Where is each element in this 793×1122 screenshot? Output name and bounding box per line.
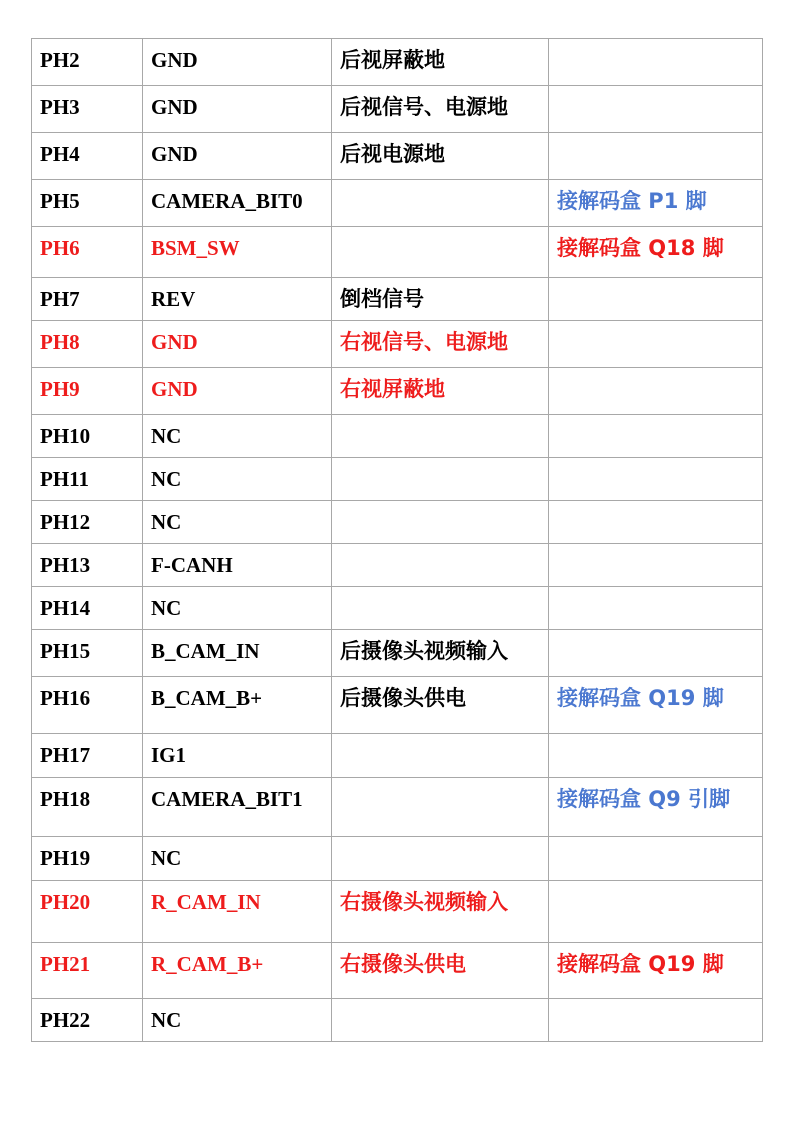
table-row [32,677,763,734]
signal-name-cell [143,278,332,321]
pin-number-text: PH21 [40,952,91,976]
pin-number-cell [32,278,143,321]
note-cell [549,227,763,278]
note-cell [549,458,763,501]
table-row [32,778,763,837]
pin-number-cell [32,943,143,999]
note-cell [549,415,763,458]
pin-number-text: PH9 [40,377,80,401]
pin-definition-table [31,38,763,1042]
table-row [32,881,763,943]
signal-name-text: GND [151,377,198,401]
signal-name-cell [143,778,332,837]
table-row [32,39,763,86]
signal-name-cell [143,501,332,544]
description-text [340,180,548,188]
note-text: 接解码盒 Q19 脚 [557,686,724,710]
signal-name-cell [143,999,332,1042]
signal-name-text: CAMERA_BIT1 [151,787,303,811]
signal-name-cell [143,133,332,180]
description-text: 后摄像头视频输入 [340,639,508,663]
pin-number-cell [32,778,143,837]
description-text: 右摄像头视频输入 [340,890,508,914]
signal-name-text: REV [151,287,196,311]
description-text [340,837,548,845]
description-text [340,587,548,595]
description-cell [332,368,549,415]
description-text: 后摄像头供电 [340,686,466,710]
pin-number-cell [32,587,143,630]
signal-name-cell [143,587,332,630]
pin-number-cell [32,458,143,501]
pin-number-text: PH19 [40,846,91,870]
description-cell [332,458,549,501]
description-cell [332,278,549,321]
pin-number-text: PH18 [40,787,91,811]
pin-number-text: PH12 [40,510,91,534]
pin-number-cell [32,133,143,180]
note-text [557,734,762,742]
signal-name-text: NC [151,467,182,491]
pin-number-cell [32,321,143,368]
signal-name-text: IG1 [151,743,187,767]
table-row [32,133,763,180]
signal-name-text: NC [151,846,182,870]
description-text [340,415,548,423]
pin-number-cell [32,227,143,278]
note-text [557,321,762,329]
signal-name-text: GND [151,95,198,119]
description-cell [332,501,549,544]
pin-number-cell [32,39,143,86]
note-text: 接解码盒 P1 脚 [557,189,707,213]
pin-number-text: PH17 [40,743,91,767]
signal-name-cell [143,544,332,587]
table-row [32,368,763,415]
note-cell [549,677,763,734]
description-text [340,501,548,509]
note-cell [549,778,763,837]
note-text [557,999,762,1007]
table-row [32,458,763,501]
signal-name-text: B_CAM_IN [151,639,260,663]
signal-name-text: NC [151,596,182,620]
pin-number-text: PH22 [40,1008,91,1032]
pin-number-text: PH5 [40,189,80,213]
pin-number-cell [32,677,143,734]
pin-table-body [32,39,763,1042]
table-row [32,415,763,458]
description-text [340,778,548,786]
note-text [557,544,762,552]
signal-name-cell [143,837,332,881]
signal-name-text: F-CANH [151,553,233,577]
note-text [557,501,762,509]
note-text: 接解码盒 Q19 脚 [557,952,724,976]
note-cell [549,39,763,86]
pin-number-text: PH13 [40,553,91,577]
table-row [32,943,763,999]
description-cell [332,587,549,630]
pin-number-text: PH20 [40,890,91,914]
description-cell [332,544,549,587]
note-cell [549,368,763,415]
table-row [32,734,763,778]
signal-name-cell [143,881,332,943]
pin-number-cell [32,999,143,1042]
table-row [32,180,763,227]
signal-name-cell [143,630,332,677]
description-text [340,734,548,742]
note-text [557,630,762,638]
pin-number-cell [32,837,143,881]
description-text: 后视电源地 [340,142,445,166]
signal-name-text: BSM_SW [151,236,240,260]
table-row [32,837,763,881]
table-row [32,86,763,133]
pin-number-cell [32,544,143,587]
description-text: 倒档信号 [340,287,424,311]
signal-name-cell [143,86,332,133]
description-cell [332,778,549,837]
description-cell [332,39,549,86]
note-cell [549,630,763,677]
signal-name-text: GND [151,48,198,72]
note-text [557,587,762,595]
note-cell [549,86,763,133]
signal-name-cell [143,458,332,501]
description-text [340,999,548,1007]
pin-number-text: PH7 [40,287,80,311]
pin-number-text: PH8 [40,330,80,354]
pin-number-cell [32,415,143,458]
pin-number-text: PH14 [40,596,91,620]
note-text [557,881,762,889]
table-row [32,278,763,321]
pin-number-text: PH3 [40,95,80,119]
note-cell [549,544,763,587]
signal-name-text: NC [151,510,182,534]
pin-number-cell [32,630,143,677]
description-cell [332,999,549,1042]
note-text [557,278,762,286]
pin-number-text: PH15 [40,639,91,663]
description-text [340,227,548,235]
signal-name-text: NC [151,424,182,448]
signal-name-cell [143,180,332,227]
signal-name-text: NC [151,1008,182,1032]
description-text [340,544,548,552]
note-text [557,86,762,94]
description-text: 后视屏蔽地 [340,48,445,72]
signal-name-text: R_CAM_B+ [151,952,264,976]
table-row [32,227,763,278]
pin-number-text: PH4 [40,142,80,166]
note-cell [549,837,763,881]
description-cell [332,180,549,227]
signal-name-text: B_CAM_B+ [151,686,263,710]
signal-name-cell [143,321,332,368]
pin-number-text: PH2 [40,48,80,72]
table-row [32,587,763,630]
note-cell [549,999,763,1042]
pin-number-text: PH11 [40,467,90,491]
pin-number-cell [32,734,143,778]
description-cell [332,321,549,368]
description-text: 右视屏蔽地 [340,377,445,401]
table-row [32,630,763,677]
note-text [557,39,762,47]
signal-name-cell [143,368,332,415]
pin-number-cell [32,501,143,544]
description-cell [332,734,549,778]
note-text [557,133,762,141]
signal-name-text: GND [151,142,198,166]
description-cell [332,943,549,999]
pin-number-cell [32,881,143,943]
description-text: 右摄像头供电 [340,952,466,976]
signal-name-text: CAMERA_BIT0 [151,189,303,213]
pin-number-text: PH10 [40,424,91,448]
table-row [32,321,763,368]
table-row [32,999,763,1042]
description-cell [332,677,549,734]
signal-name-text: GND [151,330,198,354]
pin-number-cell [32,86,143,133]
description-cell [332,881,549,943]
note-text: 接解码盒 Q9 引脚 [557,787,731,811]
table-row [32,501,763,544]
note-cell [549,734,763,778]
signal-name-cell [143,677,332,734]
note-cell [549,278,763,321]
note-text [557,458,762,466]
signal-name-text: R_CAM_IN [151,890,261,914]
description-text: 右视信号、电源地 [340,330,508,354]
description-cell [332,133,549,180]
note-text [557,368,762,376]
description-cell [332,630,549,677]
note-cell [549,321,763,368]
note-text [557,415,762,423]
pin-number-text: PH16 [40,686,91,710]
table-row [32,544,763,587]
note-cell [549,501,763,544]
pin-number-cell [32,368,143,415]
pin-number-text: PH6 [40,236,80,260]
pin-number-cell [32,180,143,227]
note-text: 接解码盒 Q18 脚 [557,236,724,260]
note-cell [549,587,763,630]
signal-name-cell [143,943,332,999]
signal-name-cell [143,227,332,278]
signal-name-cell [143,415,332,458]
description-cell [332,837,549,881]
note-text [557,837,762,845]
description-text: 后视信号、电源地 [340,95,508,119]
signal-name-cell [143,39,332,86]
description-cell [332,227,549,278]
description-cell [332,415,549,458]
note-cell [549,881,763,943]
note-cell [549,943,763,999]
description-text [340,458,548,466]
note-cell [549,133,763,180]
signal-name-cell [143,734,332,778]
description-cell [332,86,549,133]
note-cell [549,180,763,227]
